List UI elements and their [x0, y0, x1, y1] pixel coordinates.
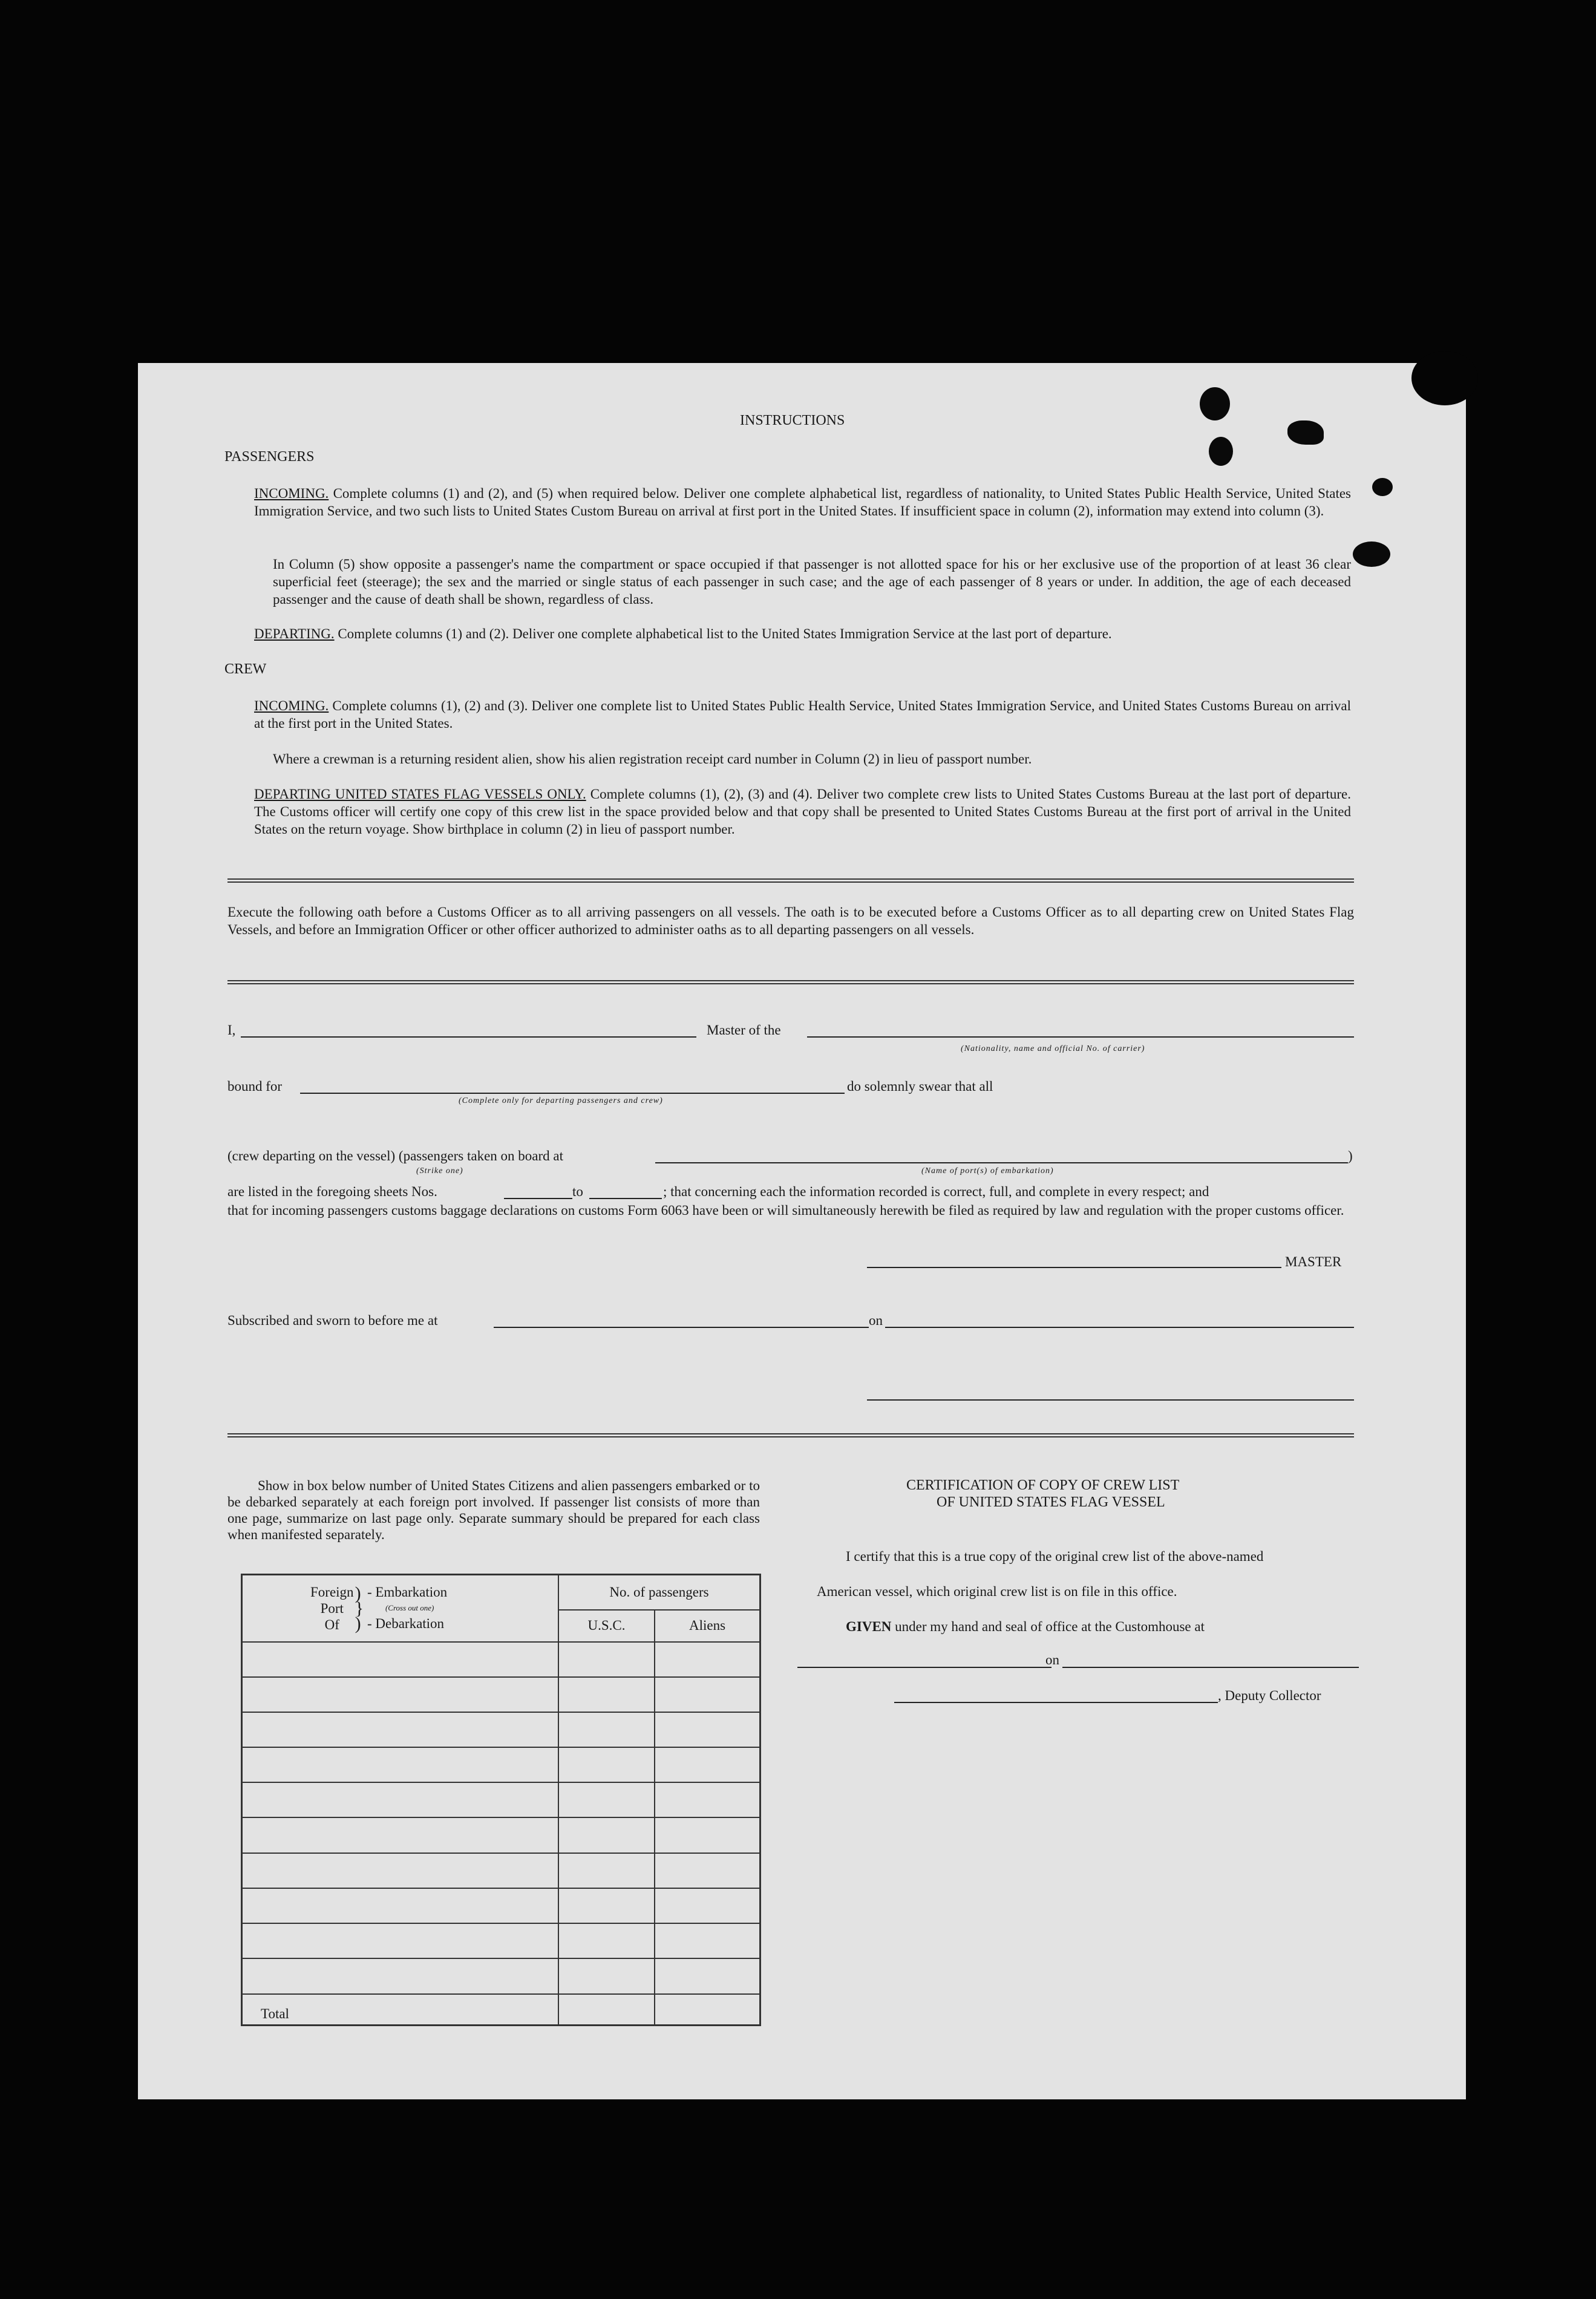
aliens-cell[interactable] [655, 1747, 760, 1782]
damage-spot [1287, 420, 1324, 445]
passengers-title: PASSENGERS [224, 449, 315, 465]
damage-spot [1209, 437, 1233, 466]
strike-one-caption: (Strike one) [416, 1166, 463, 1176]
damage-spot [1353, 541, 1390, 567]
sheet-from-field[interactable] [504, 1198, 572, 1199]
carrier-field[interactable] [807, 1036, 1354, 1038]
master-of-the-label: Master of the [707, 1022, 781, 1038]
usc-cell[interactable] [558, 1817, 655, 1853]
usc-cell[interactable] [558, 1888, 655, 1923]
aliens-cell[interactable] [655, 1958, 760, 1993]
crew-incoming-text: INCOMING. Complete columns (1), (2) and (3). Deliver one complete list to United States Public Health Service, United States Immigration Service, and United States Customs Bureau on arrival at the first port in the United States. [254, 698, 1351, 731]
aliens-header: Aliens [655, 1610, 760, 1642]
master-name-field[interactable] [241, 1036, 696, 1038]
given-line: GIVEN under my hand and seal of office at the Customhouse at [846, 1619, 1205, 1634]
port-cell[interactable] [242, 1923, 559, 1958]
section-divider [227, 1433, 1354, 1437]
customhouse-field[interactable] [797, 1667, 1051, 1668]
to-word: to [572, 1184, 583, 1199]
certification-title-1: CERTIFICATION OF COPY OF CREW LIST [906, 1477, 1180, 1493]
aliens-cell[interactable] [655, 1782, 760, 1817]
crew-resident-text: Where a crewman is a returning resident alien, show his alien registration receipt card number in Column (2) in lieu of passport number. [273, 751, 1032, 767]
embarkation-option[interactable]: - Embarkation [367, 1584, 448, 1600]
cert-date-field[interactable] [1062, 1667, 1359, 1668]
master-label: MASTER [1285, 1254, 1342, 1269]
cert-on-word: on [1045, 1652, 1059, 1667]
bound-for-label: bound for [227, 1079, 283, 1094]
sworn-location-field[interactable] [494, 1327, 869, 1328]
port-cell[interactable] [242, 1888, 559, 1923]
aliens-cell[interactable] [655, 1923, 760, 1958]
summary-note: Show in box below number of United States Citizens and alien passengers embarked or to be debarked separately at each foreign port involved. If passenger list consists of more than one page, summarize on last page only. Separate summary should be prepared for each class when manifested separately. [227, 1478, 760, 1542]
crew-departing-text: DEPARTING UNITED STATES FLAG VESSELS ONLY. Complete columns (1), (2), (3) and (4). Deliver two complete crew lists to United States Customs Bureau at the last port of departure. The Customs officer will certify one copy of this crew list in the space provided below and that copy shall be presented to United States Customs Bureau at the first port of arrival in the United States on the return voyage. Show birthplace in column (2) in lieu of passport number. [254, 786, 1352, 837]
oath-i-label: I, [227, 1022, 236, 1038]
port-cell[interactable] [242, 1958, 559, 1993]
usc-cell[interactable] [558, 1782, 655, 1817]
port-cell[interactable] [242, 1853, 559, 1888]
crew-departing-label: DEPARTING UNITED STATES FLAG VESSELS ONLY. [254, 786, 586, 802]
officer-signature-field[interactable] [867, 1399, 1354, 1401]
instructions-heading: INSTRUCTIONS [740, 413, 845, 428]
aliens-cell[interactable] [655, 1817, 760, 1853]
oath-instruction: Execute the following oath before a Customs Officer as to all arriving passengers on all vessels. The oath is to be executed before a Customs Officer as to all departing crew on United States Flag Vessels, and before an Immigration Officer or other officer authorized to administer oaths as to all departing passengers on all vessels. [227, 904, 1354, 937]
usc-total-cell[interactable] [558, 1994, 655, 2026]
port-cell[interactable] [242, 1712, 559, 1747]
subscribed-label: Subscribed and sworn to before me at [227, 1313, 438, 1328]
form-page [138, 363, 1466, 2099]
port-cell[interactable] [242, 1817, 559, 1853]
deputy-signature-field[interactable] [894, 1702, 1218, 1703]
aliens-total-cell[interactable] [655, 1994, 760, 2026]
usc-cell[interactable] [558, 1642, 655, 1677]
crew-title: CREW [224, 661, 267, 677]
debarkation-option[interactable]: - Debarkation [367, 1616, 445, 1632]
crew-incoming-label: INCOMING. [254, 698, 329, 713]
sworn-on-word: on [869, 1313, 883, 1328]
port-cell[interactable] [242, 1747, 559, 1782]
usc-cell[interactable] [558, 1958, 655, 1993]
sworn-date-field[interactable] [885, 1327, 1354, 1328]
usc-cell[interactable] [558, 1677, 655, 1712]
passengers-header: No. of passengers [558, 1575, 760, 1610]
close-paren: ) [1348, 1148, 1353, 1163]
deputy-collector-label: , Deputy Collector [1218, 1688, 1321, 1703]
usc-cell[interactable] [558, 1712, 655, 1747]
aliens-cell[interactable] [655, 1677, 760, 1712]
damage-notch [1411, 351, 1478, 405]
port-cell[interactable] [242, 1677, 559, 1712]
passengers-incoming-text: INCOMING. Complete columns (1) and (2), and (5) when required below. Deliver one complete alphabetical list, regardless of nationality, to United States Public Health Service, United States Immigration Service, and two such lists to United States Custom Bureau on arrival at first port in the United States. If insufficient space in column (2), information may extend into column (3). [254, 486, 1352, 518]
passengers-departing-label: DEPARTING. [254, 626, 335, 641]
embarkation-port-field[interactable] [655, 1162, 1348, 1163]
port-cell[interactable] [242, 1782, 559, 1817]
total-label: Total [242, 1994, 559, 2026]
damage-spot [1200, 387, 1230, 420]
port-cell[interactable] [242, 1642, 559, 1677]
usc-cell[interactable] [558, 1853, 655, 1888]
passengers-departing-text: DEPARTING. Complete columns (1) and (2). Deliver one complete alphabetical list to the United States Immigration Service at the last port of departure. [254, 626, 1112, 641]
listed-rest: ; that concerning each the information recorded is correct, full, and complete in every respect; and [663, 1184, 1209, 1199]
section-divider [227, 980, 1354, 984]
port-header-cell: Foreign Port Of ) } ) - Embarkation (Cross out one) - Debarkation [242, 1575, 559, 1642]
crew-departing-label: (crew departing on the vessel) (passengers taken on board at [227, 1148, 563, 1163]
nationality-caption: (Nationality, name and official No. of carrier) [961, 1044, 1145, 1053]
complete-only-caption: (Complete only for departing passengers and crew) [459, 1096, 663, 1105]
certify-line-2: American vessel, which original crew list is on file in this office. [817, 1584, 1177, 1599]
aliens-cell[interactable] [655, 1712, 760, 1747]
listed-continuation: that for incoming passengers customs baggage declarations on customs Form 6063 have been or will simultaneously herewith be filed as required by law and regulation with the proper customs officer. [227, 1203, 1344, 1218]
bound-for-field[interactable] [300, 1093, 845, 1094]
master-signature-field[interactable] [867, 1267, 1281, 1268]
section-divider [227, 878, 1354, 883]
do-swear-label: do solemnly swear that all [847, 1079, 993, 1094]
damage-spot [1372, 478, 1393, 496]
aliens-cell[interactable] [655, 1853, 760, 1888]
port-caption: (Name of port(s) of embarkation) [921, 1166, 1054, 1176]
certification-title-2: OF UNITED STATES FLAG VESSEL [937, 1494, 1165, 1510]
sheet-to-field[interactable] [589, 1198, 662, 1199]
aliens-cell[interactable] [655, 1888, 760, 1923]
passengers-column5-text: In Column (5) show opposite a passenger's name the compartment or space occupied if that passenger is not allotted space for his or her exclusive use of the proportion of at least 36 clear superficial feet (steerage); the sex and the married or single status of each passenger in such case; and the age of each passenger of 8 years or under. In addition, the age of each deceased passenger and the cause of death shall be shown, regardless of class. [273, 557, 1351, 607]
passenger-summary-table [241, 1574, 761, 2026]
usc-header: U.S.C. [558, 1610, 655, 1642]
listed-prefix: are listed in the foregoing sheets Nos. [227, 1184, 437, 1199]
usc-cell[interactable] [558, 1747, 655, 1782]
usc-cell[interactable] [558, 1923, 655, 1958]
passengers-incoming-label: INCOMING. [254, 486, 329, 501]
certify-line-1: I certify that this is a true copy of the original crew list of the above-named [846, 1549, 1264, 1564]
aliens-cell[interactable] [655, 1642, 760, 1677]
